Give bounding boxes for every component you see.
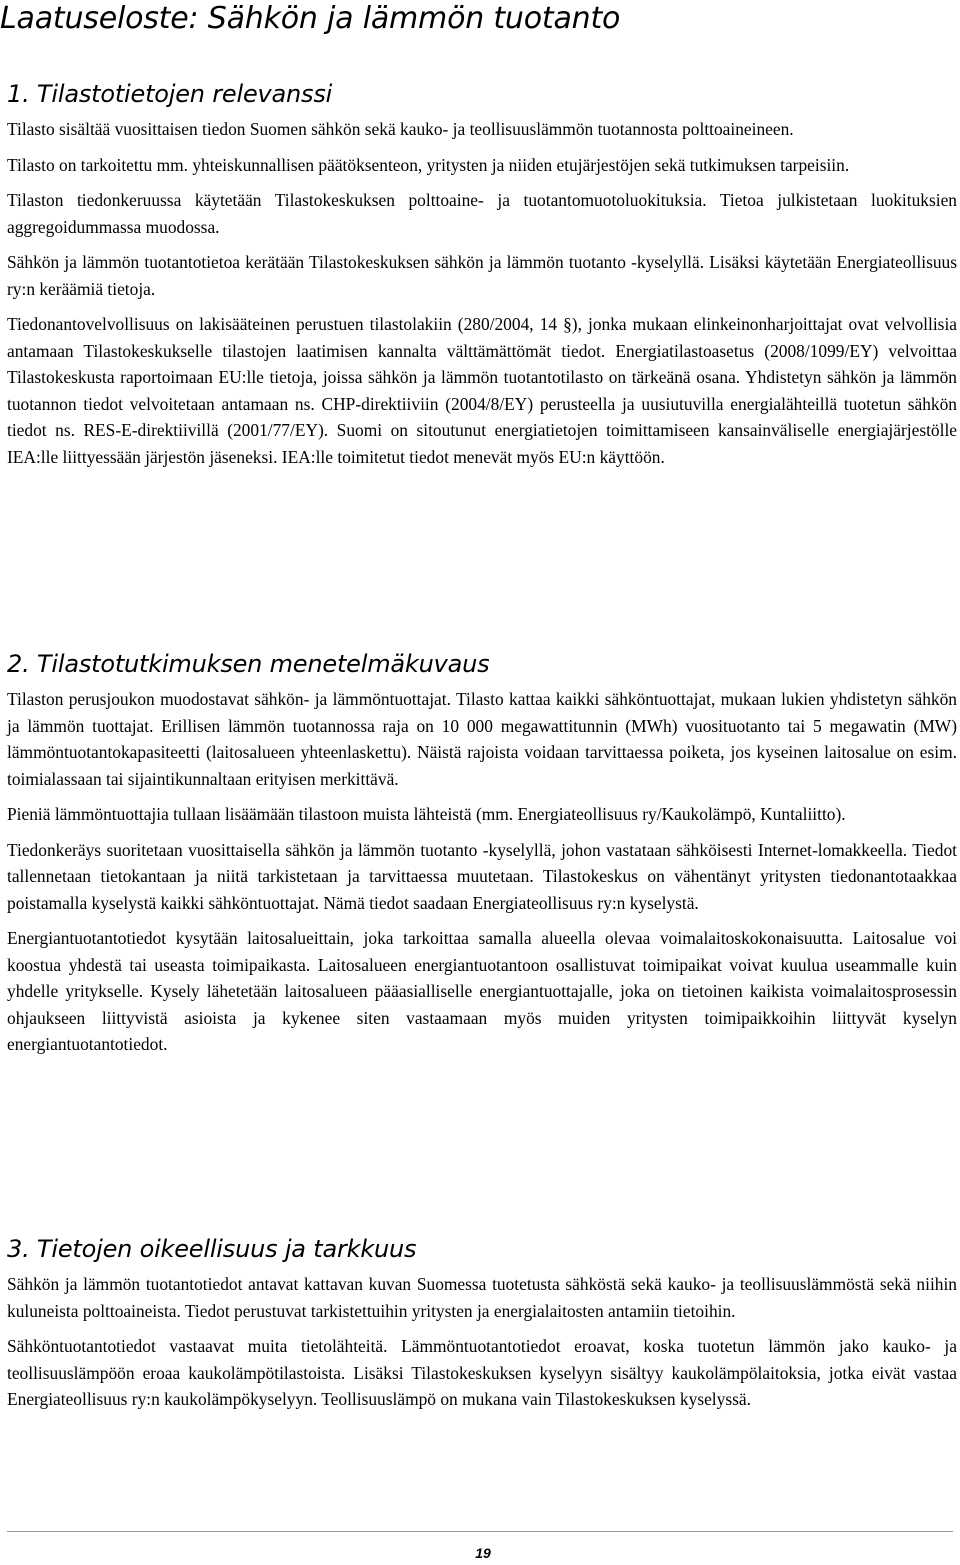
footer-divider (7, 1531, 953, 1532)
paragraph: Sähkön ja lämmön tuotantotietoa kerätään Tilastokeskuksen sähkön ja lämmön tuotanto -kyselyllä. Lisäksi käytetään Energiateollisuus ry:n keräämiä tietoja. (7, 252, 957, 299)
paragraph: Pieniä lämmöntuottajia tullaan lisäämään tilastoon muista lähteistä (mm. Energiateollisuus ry/Kaukolämpö, Kuntaliitto). (7, 804, 846, 824)
paragraph: Sähköntuotantotiedot vastaavat muita tietolähteitä. Lämmöntuotantotiedot eroavat, koska tuotetun lämmön jako kauko- ja teollisuuslämpöön eroaa kaukolämpötilastoista. Lisäksi Tilastokeskuksen kyselyyn sisältyy kaukolämpölaitoksia, jotka eivät vastaa Energiateollisuus ry:n kaukolämpökyselyyn. Teollisuuslämpö on mukana vain Tilastokeskuksen kyselyssä. (7, 1336, 957, 1409)
paragraph: Tilasto sisältää vuosittaisen tiedon Suomen sähkön sekä kauko- ja teollisuuslämmön tuotannosta polttoaineineen. (7, 119, 794, 139)
page-number: 19 (475, 1545, 491, 1561)
section-accuracy (7, 1233, 957, 1422)
section-heading: 1. Tilastotietojen relevanssi (7, 80, 333, 108)
paragraph: Tiedonkeräys suoritetaan vuosittaisella sähkön ja lämmön tuotanto -kyselyllä, johon vastataan sähköisesti Internet-lomakkeella. Tiedot tallennetaan tietokantaan ja niitä tarkistetaan ja tarvittaessa muutetaan. Tilastokeskus on vähentänyt yritysten tiedonantotaakkaa poistamalla kyselystä kaikki sähköntuottajat. Nämä tiedot saadaan Energiateollisuus ry:n kyselystä. (7, 839, 957, 913)
document-title: Laatuseloste: Sähkön ja lämmön tuotanto (0, 1, 621, 36)
paragraph: Energiantuotantotiedot kysytään laitosalueittain, joka tarkoittaa samalla alueella olevaa voimalaitoskokonaisuutta. Laitosalue voi koostua yhdestä tai useasta toimipaikasta. Laitosalueen energiantuotantoon osallistuvat toimipaikat voivat kuulua useammalle kuin yhdelle yritykselle. Kysely lähetetään laitosalueen pääasialliselle energiantuottajalle, joka on tietoinen kaikista voimalaitosprosessin ohjaukseen liittyvistä asioista ja kykenee siten vastaamaan myös muiden yritysten toimipaikkoihin liittyvät kyselyn energiantuotantotiedot. (7, 928, 957, 1054)
paragraph: Tilasto on tarkoitettu mm. yhteiskunnallisen päätöksenteon, yritysten ja niiden etujärjestöjen sekä tutkimuksen tarpeisiin. (7, 154, 850, 175)
section-heading: 3. Tietojen oikeellisuus ja tarkkuus (7, 1235, 417, 1263)
section-relevance (7, 78, 957, 479)
paragraph: Tiedonantovelvollisuus on lakisääteinen perustuen tilastolakiin (280/2004, 14 §), jonka mukaan elinkeinonharjoittajat ovat velvollisia antamaan Tilastokeskukselle tilastojen laatimisen kannalta välttämättömät tiedot. Energiatilastoasetus (2008/1099/EY) velvoittaa Tilastokeskusta raportoimaan EU:lle tietoja, joissa sähkön ja lämmön tuotantotilasto on tärkeänä osana. Yhdistetyn sähkön ja lämmön tuotannon tiedot velvoitetaan antamaan ns. CHP-direktiiviin (2004/8/EY) perusteella ja uusiutuvilla energialähteillä tuotetun sähkön tiedot ns. RES-E-direktiivillä (2001/77/EY). Suomi on sitoutunut energiatietojen toimittamiseen kansainväliselle energiajärjestölle IEA:lle liittyessään järjestön jäseneksi. IEA:lle toimitetut tiedot menevät myös EU:n käyttöön. (7, 314, 957, 467)
paragraph: Tilaston perusjoukon muodostavat sähkön- ja lämmöntuottajat. Tilasto kattaa kaikki sähköntuottajat, mukaan lukien yhdistetyn sähkön ja lämmön tuottajat. Erillisen lämmön tuotannossa raja on 10 000 megawattitunnin (MWh) vuosituotanto tai 5 megawatin (MW) lämmöntuotantokapasiteetti (laitosalueen yhteenlaskettu). Näistä rajoista voidaan tarvittaessa poiketa, jos kyseinen laitosalue on esim. toimialassaan tai sijaintikunnaltaan erityisen merkittävä. (7, 689, 957, 789)
section-methodology (7, 648, 957, 1067)
section-heading: 2. Tilastotutkimuksen menetelmäkuvaus (7, 650, 490, 678)
paragraph: Tilaston tiedonkeruussa käytetään Tilastokeskuksen polttoaine- ja tuotantomuotoluokituksia. Tietoa julkistetaan luokituksien aggregoidummassa muodossa. (7, 190, 957, 237)
paragraph: Sähkön ja lämmön tuotantotiedot antavat kattavan kuvan Suomessa tuotetusta sähköstä sekä kauko- ja teollisuuslämmöstä sekä niihin kuluneista polttoaineista. Tiedot perustuvat tarkistettuihin yritysten ja energialaitosten antamiin tietoihin. (7, 1274, 957, 1321)
